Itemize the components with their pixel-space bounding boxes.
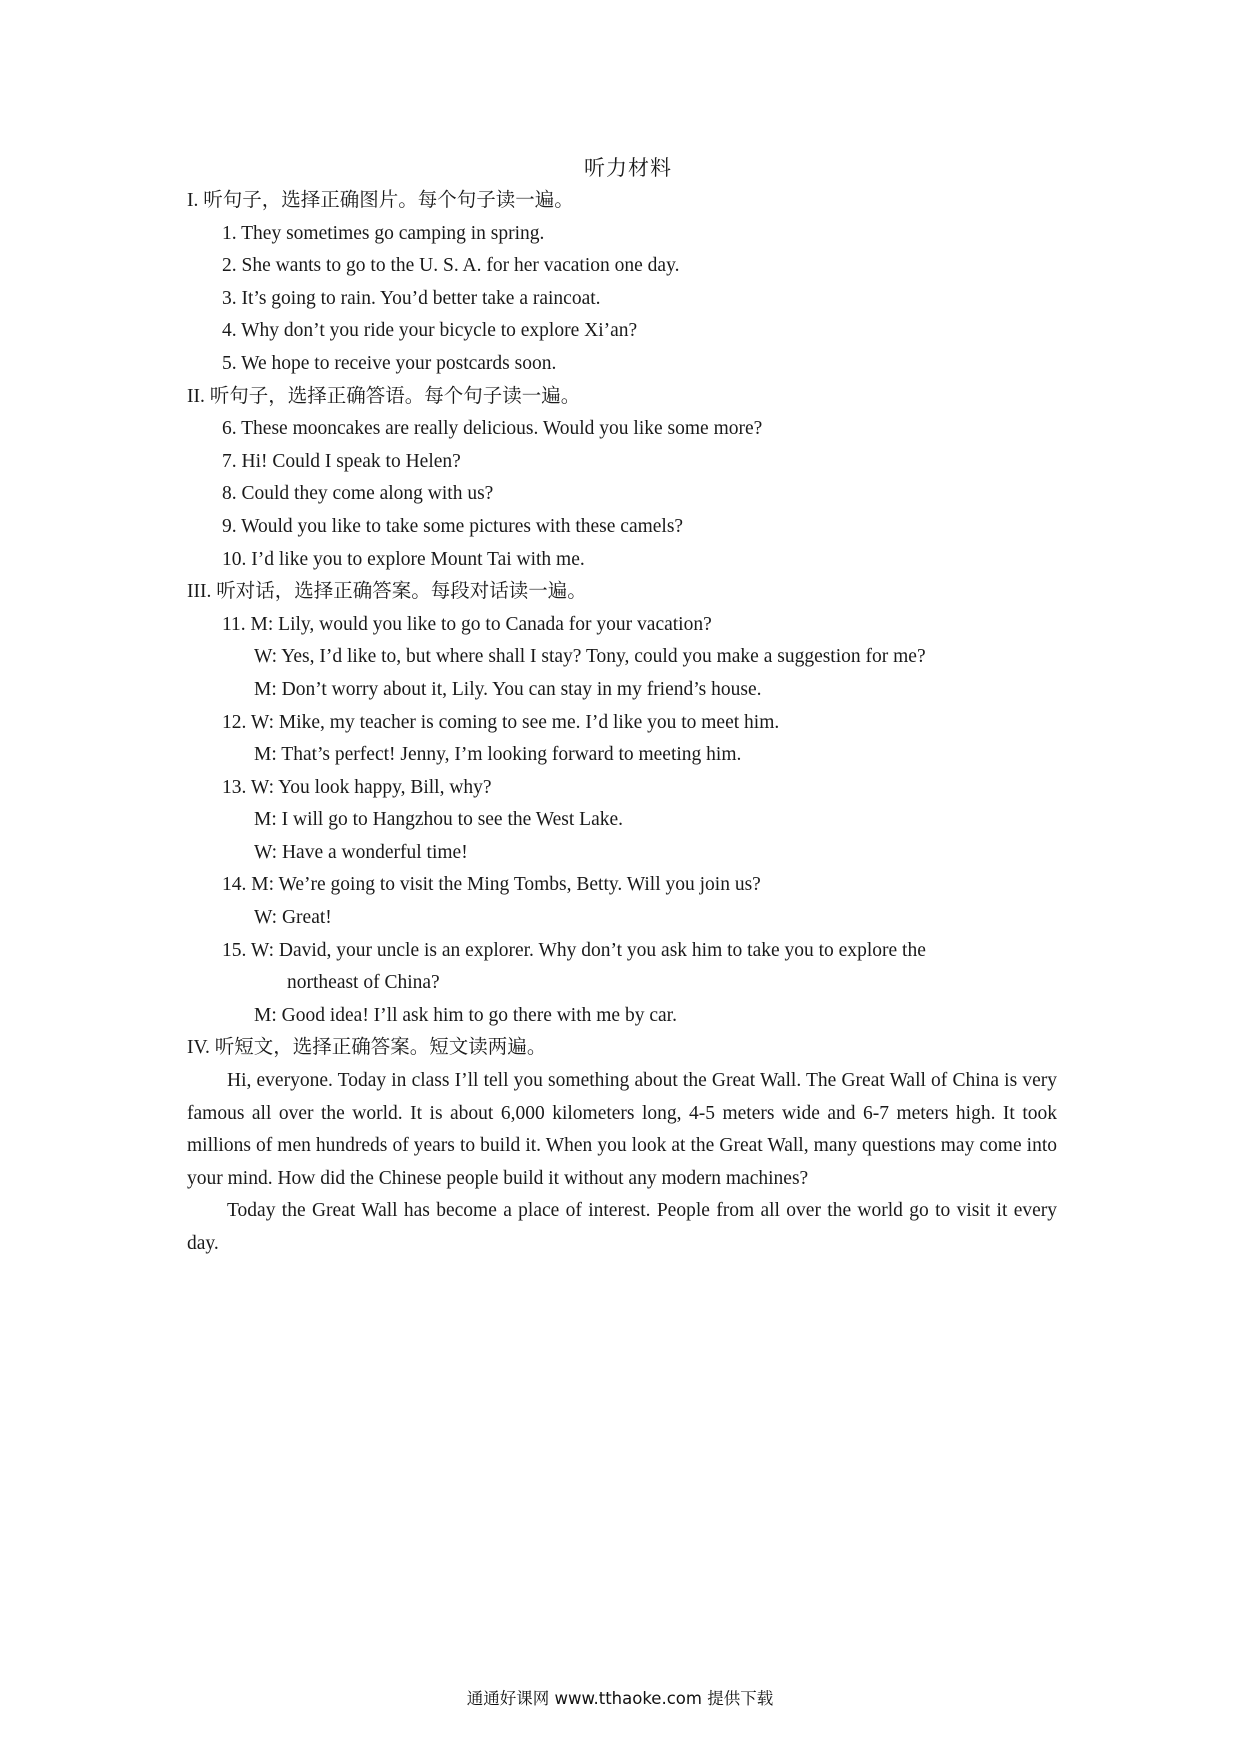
section-heading: IV. 听短文，选择正确答案。短文读两遍。 [187, 1037, 547, 1059]
dialogue-line: M: Don’t worry about it, Lily. You can stay in my friend’s house. [254, 678, 762, 700]
dialogue-line: M: Good idea! I’ll ask him to go there with me by car. [254, 1004, 677, 1026]
section-4 [187, 1032, 1057, 1260]
passage-paragraph: Today the Great Wall has become a place of interest. People from all over the world go to visit it every day. [187, 1200, 1057, 1254]
list-item: 1. They sometimes go camping in spring. [222, 222, 545, 244]
list-item: 7. Hi! Could I speak to Helen? [222, 450, 461, 472]
section-heading: I. 听句子，选择正确图片。每个句子读一遍。 [187, 190, 574, 211]
list-item: 6. These mooncakes are really delicious. Would you like some more? [222, 418, 763, 440]
list-item: 10. I’d like you to explore Mount Tai with me. [222, 548, 585, 570]
dialogue-line: W: Great! [254, 907, 332, 929]
list-item: 5. We hope to receive your postcards soon. [222, 352, 557, 374]
dialogue-line: 12. W: Mike, my teacher is coming to see me. I’d like you to meet him. [222, 711, 780, 733]
page-footer: 通通好课网 www.tthaoke.com 提供下载 [466, 1689, 774, 1708]
dialogue-line: M: That’s perfect! Jenny, I’m looking forward to meeting him. [254, 744, 742, 766]
dialogue-line: W: Yes, I’d like to, but where shall I stay? Tony, could you make a suggestion for me? [254, 646, 926, 668]
passage-paragraph: Hi, everyone. Today in class I’ll tell you something about the Great Wall. The Great Wall of China is very famous all over the world. It is about 6,000 kilometers long, 4-5 meters wide and 6-7 meters high. It took millions of men hundreds of years to build it. When you look at the Great Wall, many questions may come into your mind. How did the Chinese people build it without any modern machines? [187, 1070, 1057, 1189]
list-item: 2. She wants to go to the U. S. A. for her vacation one day. [222, 255, 680, 277]
section-3 [187, 576, 1057, 1032]
dialogue-line: M: I will go to Hangzhou to see the West Lake. [254, 809, 624, 831]
dialogue-line: 11. M: Lily, would you like to go to Canada for your vacation? [222, 613, 712, 635]
section-heading: II. 听句子，选择正确答语。每个句子读一遍。 [187, 385, 581, 407]
dialogue-line: 14. M: We’re going to visit the Ming Tombs, Betty. Will you join us? [222, 874, 761, 896]
document-body [187, 185, 1057, 1261]
list-item: 3. It’s going to rain. You’d better take a raincoat. [222, 287, 601, 309]
dialogue-line: W: Have a wonderful time! [254, 841, 468, 863]
page-title: 听力材料 [584, 156, 672, 180]
section-2 [187, 381, 1057, 577]
list-item: 8. Could they come along with us? [222, 483, 494, 505]
dialogue-line: 15. W: David, your uncle is an explorer. Why don’t you ask him to take you to explore the [222, 939, 926, 961]
section-heading: III. 听对话，选择正确答案。每段对话读一遍。 [187, 581, 587, 603]
list-item: 9. Would you like to take some pictures with these camels? [222, 515, 684, 537]
dialogue-continuation: northeast of China? [287, 972, 440, 994]
section-1 [187, 185, 1057, 381]
list-item: 4. Why don’t you ride your bicycle to explore Xi’an? [222, 320, 638, 342]
dialogue-line: 13. W: You look happy, Bill, why? [222, 776, 492, 798]
